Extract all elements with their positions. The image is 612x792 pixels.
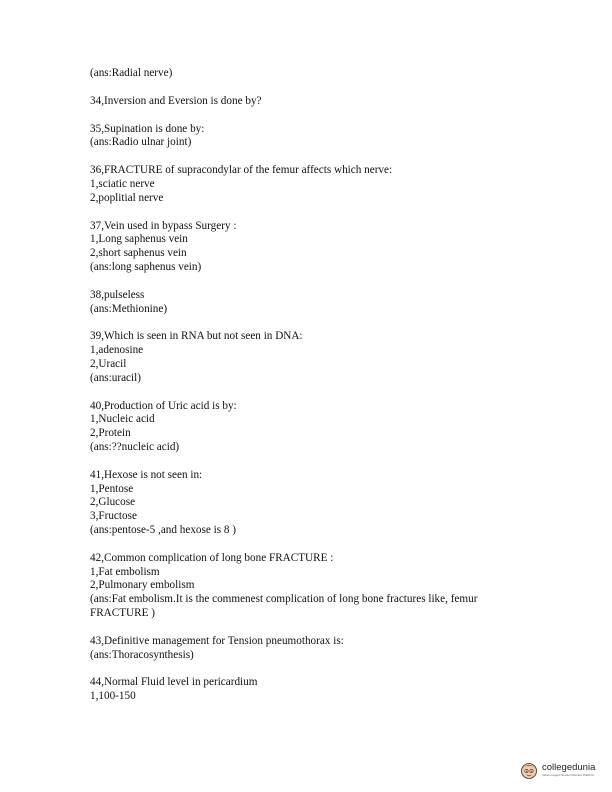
text-line: 1,adenosine bbox=[90, 344, 144, 357]
text-line: (ans:Fat embolism.It is the commenest complication of long bone fractures like, femur bbox=[90, 593, 478, 606]
text-line: (ans:Thoracosynthesis) bbox=[90, 648, 194, 661]
document-body bbox=[90, 67, 530, 718]
collegedunia-logo bbox=[519, 760, 595, 780]
question-block bbox=[90, 67, 530, 81]
text-line: 3,Fructose bbox=[90, 510, 137, 523]
question-block bbox=[90, 400, 530, 455]
text-line: 38,pulseless bbox=[90, 288, 145, 301]
question-block bbox=[90, 123, 530, 151]
text-line: 2,poplitial nerve bbox=[90, 191, 164, 204]
text-line: FRACTURE ) bbox=[90, 606, 155, 619]
text-line: 2,Pulmonary embolism bbox=[90, 579, 195, 592]
question-block bbox=[90, 95, 530, 109]
text-line: (ans:pentose-5 ,and hexose is 8 ) bbox=[90, 523, 237, 536]
brand-tagline: India's largest Student Review Platform bbox=[542, 773, 595, 777]
text-line: 1,Fat embolism bbox=[90, 565, 160, 578]
text-line: (ans:Radio ulnar joint) bbox=[90, 136, 192, 149]
text-line: 1,sciatic nerve bbox=[90, 177, 155, 190]
text-line: 1,Pentose bbox=[90, 482, 134, 495]
question-block bbox=[90, 330, 530, 385]
text-line: (ans:uracil) bbox=[90, 371, 141, 384]
text-line: 34,Inversion and Eversion is done by? bbox=[90, 94, 262, 107]
mascot-icon bbox=[519, 760, 539, 780]
text-line: (ans:Methionine) bbox=[90, 302, 168, 315]
text-line: 40,Production of Uric acid is by: bbox=[90, 399, 237, 412]
text-line: 2,Protein bbox=[90, 427, 131, 440]
question-block bbox=[90, 220, 530, 275]
text-line: 1,100-150 bbox=[90, 690, 136, 703]
brand-name: collegedunia bbox=[542, 762, 596, 773]
text-line: 1,Nucleic acid bbox=[90, 413, 155, 426]
text-line: 35,Supination is done by: bbox=[90, 122, 205, 135]
text-line: (ans:??nucleic acid) bbox=[90, 440, 180, 453]
text-line: 43,Definitive management for Tension pneumothorax is: bbox=[90, 634, 344, 647]
text-line: (ans:long saphenus vein) bbox=[90, 260, 202, 273]
text-line: 42,Common complication of long bone FRACTURE : bbox=[90, 551, 334, 564]
text-line: 39,Which is seen in RNA but not seen in DNA: bbox=[90, 330, 303, 343]
text-line: (ans:Radial nerve) bbox=[90, 67, 173, 79]
text-line: 36,FRACTURE of supracondylar of the femur affects which nerve: bbox=[90, 164, 393, 177]
text-line: 37,Vein used in bypass Surgery : bbox=[90, 219, 237, 232]
question-block bbox=[90, 676, 530, 704]
text-line: 1,Long saphenus vein bbox=[90, 233, 188, 246]
text-line: 2,Glucose bbox=[90, 496, 136, 509]
text-line: 41,Hexose is not seen in: bbox=[90, 468, 203, 481]
question-block bbox=[90, 469, 530, 538]
question-block bbox=[90, 164, 530, 205]
text-line: 44,Normal Fluid level in pericardium bbox=[90, 676, 258, 689]
question-block bbox=[90, 289, 530, 317]
question-block bbox=[90, 552, 530, 621]
text-line: 2,short saphenus vein bbox=[90, 247, 187, 260]
question-block bbox=[90, 635, 530, 663]
text-line: 2,Uracil bbox=[90, 357, 127, 370]
